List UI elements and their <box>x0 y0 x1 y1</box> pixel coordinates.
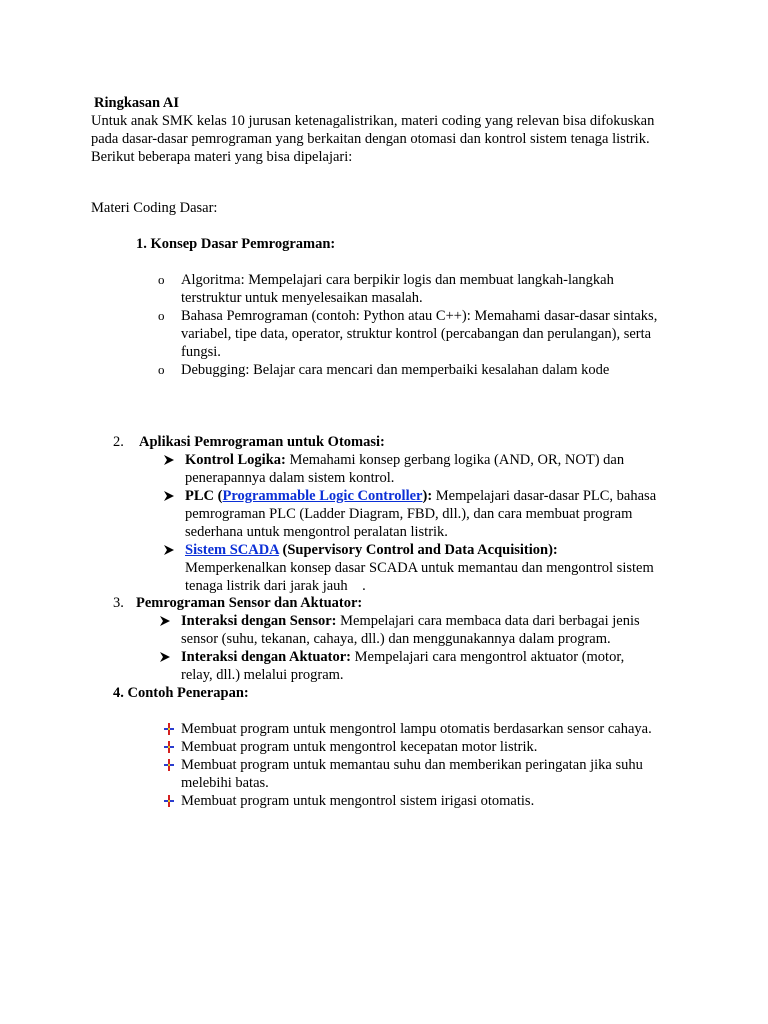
s2-item-2-line-2: pemrograman PLC (Ladder Diagram, FBD, dll.), dan cara membuat program <box>185 506 633 522</box>
arrow-bullet-icon <box>158 612 172 630</box>
bullet-circle-icon: o <box>158 362 165 377</box>
section-2-heading: Aplikasi Pemrograman untuk Otomasi: <box>139 434 385 450</box>
s3-item-1-line-2: sensor (suhu, tekanan, cahaya, dll.) dan menggunakannya dalam program. <box>181 631 611 647</box>
scada-link[interactable]: Sistem SCADA <box>185 542 279 558</box>
s2-item-1-line-2: penerapannya dalam sistem kontrol. <box>185 470 395 486</box>
s4-item-4-line-1: Membuat program untuk mengontrol sistem irigasi otomatis. <box>181 793 535 809</box>
intro-line-2: pada dasar-dasar pemrograman yang berkaitan dengan otomasi dan kontrol sistem tenaga listrik. <box>91 131 650 147</box>
document-title: Ringkasan AI <box>94 95 180 111</box>
s3-item-1-line-1: Interaksi dengan Sensor: Mempelajari cara membaca data dari berbagai jenis <box>181 613 640 629</box>
section-3-number: 3. <box>113 595 124 611</box>
bullet-circle-icon: o <box>158 308 165 323</box>
s1-item-2-line-1: Bahasa Pemrograman (contoh: Python atau C++): Memahami dasar-dasar sintaks, <box>181 308 658 324</box>
s2-item-2-line-1: PLC (Programmable Logic Controller): Mempelajari dasar-dasar PLC, bahasa <box>185 488 657 504</box>
s2-item-2-line-3: sederhana untuk mengontrol peralatan listrik. <box>185 524 448 540</box>
arrow-bullet-icon <box>162 541 176 559</box>
s1-item-2-line-3: fungsi. <box>181 344 221 360</box>
s1-item-1-line-1: Algoritma: Mempelajari cara berpikir logis dan membuat langkah-langkah <box>181 272 614 288</box>
pushpin-bullet-icon <box>163 722 175 736</box>
s4-item-1-line-1: Membuat program untuk mengontrol lampu otomatis berdasarkan sensor cahaya. <box>181 721 652 737</box>
plc-link[interactable]: Programmable Logic Controller <box>222 488 423 504</box>
s3-item-2-line-1: Interaksi dengan Aktuator: Mempelajari cara mengontrol aktuator (motor, <box>181 649 625 665</box>
s4-item-3-line-1: Membuat program untuk memantau suhu dan memberikan peringatan jika suhu <box>181 757 643 773</box>
s2-item-3-line-1: Sistem SCADA (Supervisory Control and Data Acquisition): <box>185 542 558 558</box>
arrow-bullet-icon <box>158 648 172 666</box>
pushpin-bullet-icon <box>163 794 175 808</box>
s2-item-3-line-3: tenaga listrik dari jarak jauh . <box>185 578 366 594</box>
s1-item-3-line-1: Debugging: Belajar cara mencari dan memperbaiki kesalahan dalam kode <box>181 362 610 378</box>
pushpin-bullet-icon <box>163 758 175 772</box>
s2-item-1-line-1: Kontrol Logika: Memahami konsep gerbang logika (AND, OR, NOT) dan <box>185 452 625 468</box>
s4-item-3-line-2: melebihi batas. <box>181 775 269 791</box>
s3-item-2-line-2: relay, dll.) melalui program. <box>181 667 344 683</box>
intro-line-1: Untuk anak SMK kelas 10 jurusan ketenagalistrikan, materi coding yang relevan bisa difokuskan <box>91 113 655 129</box>
arrow-bullet-icon <box>162 487 176 505</box>
s4-item-2-line-1: Membuat program untuk mengontrol kecepatan motor listrik. <box>181 739 538 755</box>
s1-item-1-line-2: terstruktur untuk menyelesaikan masalah. <box>181 290 423 306</box>
s2-item-3-line-2: Memperkenalkan konsep dasar SCADA untuk memantau dan mengontrol sistem <box>185 560 654 576</box>
materi-heading: Materi Coding Dasar: <box>91 200 218 216</box>
section-2-number: 2. <box>113 434 124 450</box>
section-1-heading: 1. Konsep Dasar Pemrograman: <box>136 236 336 252</box>
bullet-circle-icon: o <box>158 272 165 287</box>
section-4-heading: 4. Contoh Penerapan: <box>113 685 249 701</box>
intro-line-3: Berikut beberapa materi yang bisa dipelajari: <box>91 149 353 165</box>
s1-item-2-line-2: variabel, tipe data, operator, struktur kontrol (percabangan dan perulangan), serta <box>181 326 652 342</box>
arrow-bullet-icon <box>162 451 176 469</box>
section-3-heading: Pemrograman Sensor dan Aktuator: <box>136 595 363 611</box>
pushpin-bullet-icon <box>163 740 175 754</box>
